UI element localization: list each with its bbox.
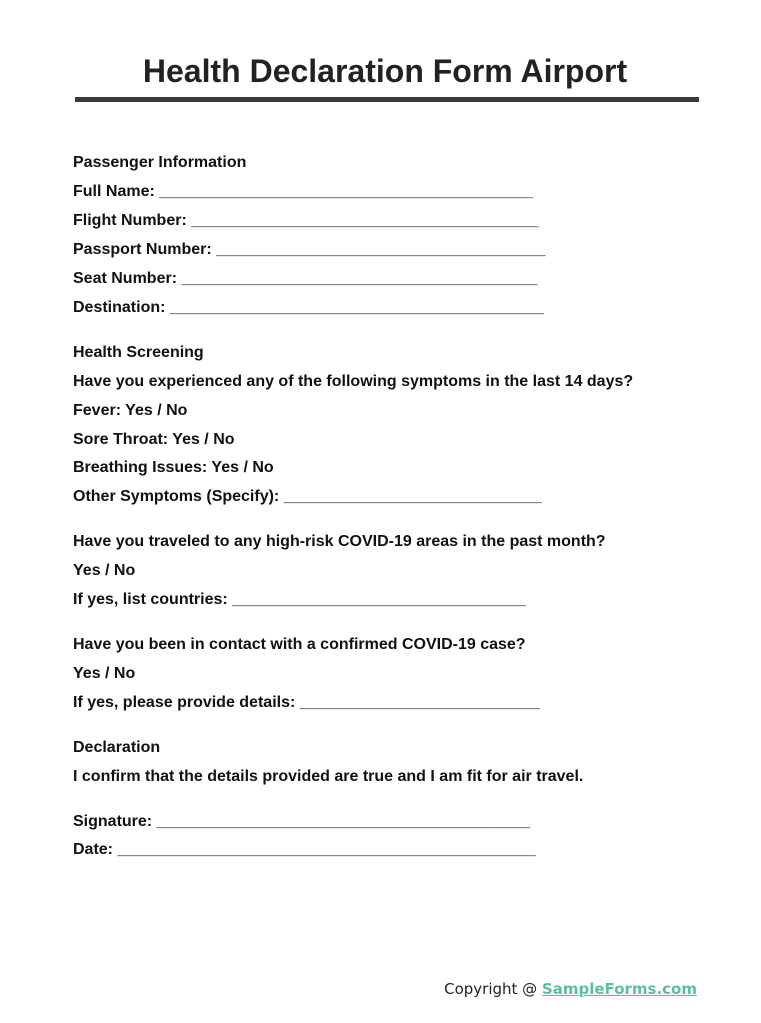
other-symptoms-field[interactable]: Other Symptoms (Specify): _____________________________: [73, 488, 542, 505]
contact-answer-field[interactable]: Yes / No: [73, 665, 136, 682]
footer-copyright: [444, 980, 697, 998]
section-heading-declaration: Declaration: [73, 739, 161, 756]
travel-question: Have you traveled to any high-risk COVID-19 areas in the past month?: [73, 533, 606, 550]
symptoms-question: Have you experienced any of the following symptoms in the last 14 days?: [73, 373, 634, 390]
section-heading-passenger: Passenger Information: [73, 154, 247, 171]
fever-field[interactable]: Fever: Yes / No: [73, 402, 188, 419]
seat-number-field[interactable]: Seat Number: ________________________________________: [73, 270, 538, 287]
sampleforms-link[interactable]: SampleForms.com: [541, 980, 697, 998]
declaration-statement: I confirm that the details provided are true and I am fit for air travel.: [73, 768, 584, 785]
sore-throat-field[interactable]: Sore Throat: Yes / No: [73, 431, 235, 448]
travel-answer-field[interactable]: Yes / No: [73, 562, 136, 579]
countries-field[interactable]: If yes, list countries: _________________________________: [73, 591, 526, 608]
date-field[interactable]: Date: _______________________________________________: [73, 841, 536, 858]
full-name-field[interactable]: Full Name: __________________________________________: [73, 183, 533, 200]
contact-question: Have you been in contact with a confirmed COVID-19 case?: [73, 636, 526, 653]
signature-field[interactable]: Signature: __________________________________________: [73, 813, 531, 830]
title-divider: [75, 97, 699, 102]
flight-number-field[interactable]: Flight Number: _______________________________________: [73, 212, 539, 229]
page-title: Health Declaration Form Airport: [142, 53, 628, 89]
contact-details-field[interactable]: If yes, please provide details: ___________________________: [73, 694, 541, 711]
destination-field[interactable]: Destination: __________________________________________: [73, 299, 544, 316]
copyright-text: Copyright @: [444, 980, 542, 998]
passport-number-field[interactable]: Passport Number: _____________________________________: [73, 241, 546, 258]
breathing-issues-field[interactable]: Breathing Issues: Yes / No: [73, 459, 274, 476]
section-heading-health: Health Screening: [73, 344, 204, 361]
